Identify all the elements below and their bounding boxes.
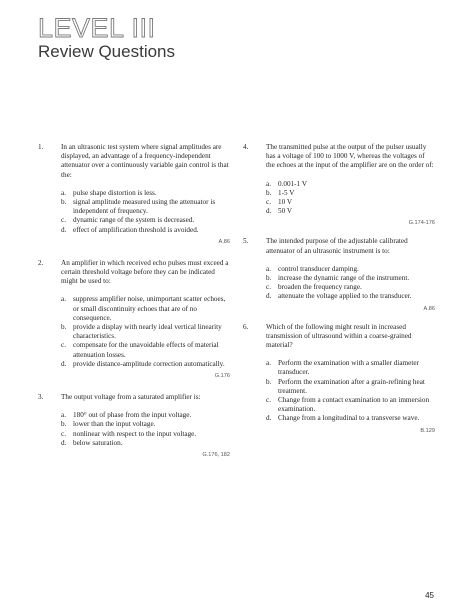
option-item (61, 216, 230, 225)
question-number: 2. (38, 258, 44, 267)
option-text: Perform the examination with a smaller diameter transducer. (278, 359, 419, 377)
option-letter: b. (61, 198, 67, 207)
option-letter: d. (266, 414, 272, 423)
option-letter: b. (61, 420, 67, 429)
reference-code: G.176, 182 (202, 452, 230, 459)
option-letter: c. (266, 198, 271, 207)
question-stem: The transmitted pulse at the output of the pulser usually has a voltage of 100 to 1000 V, whereas the voltages of the echoes at the input of the amplifier are on the order of: (266, 143, 434, 170)
option-letter: a. (61, 411, 66, 420)
option-item (61, 323, 230, 341)
option-item (61, 430, 230, 439)
option-text: Change from a contact examination to an immersion examination. (278, 396, 430, 414)
option-letter: c. (61, 216, 66, 225)
option-item (61, 198, 230, 216)
option-letter: a. (266, 179, 271, 188)
option-letter: c. (266, 396, 271, 405)
option-letter: a. (61, 188, 66, 197)
option-letter: a. (266, 359, 271, 368)
question-number: 3. (38, 393, 44, 402)
option-item (266, 396, 435, 414)
option-list (61, 295, 230, 369)
option-text: attenuate the voltage applied to the transducer. (278, 292, 412, 301)
option-text: below saturation. (73, 438, 123, 447)
option-letter: b. (266, 377, 272, 386)
option-text: provide a display with nearly ideal vertical linearity characteristics. (73, 323, 222, 341)
option-item (61, 226, 230, 235)
question-stem: The intended purpose of the adjustable calibrated attenuator of an ultrasonic instrument is to: (266, 237, 408, 255)
option-item (266, 265, 435, 274)
question-stem: An amplifier in which received echo pulses must exceed a certain threshold voltage before they can be indicated might be used to: (61, 258, 229, 286)
option-letter: b. (266, 274, 272, 283)
option-item (266, 198, 435, 207)
option-list (61, 189, 230, 235)
option-item (61, 189, 230, 198)
option-item (266, 189, 435, 198)
option-item (61, 341, 230, 359)
option-letter: d. (266, 207, 272, 216)
option-text: pulse shape distortion is less. (73, 188, 157, 197)
reference-code: G.176 (214, 373, 230, 380)
option-letter: a. (61, 295, 66, 304)
question-6 (243, 323, 435, 435)
option-text: broaden the frequency range. (278, 283, 362, 292)
option-letter: c. (61, 341, 66, 350)
question-number: 4. (243, 143, 249, 151)
option-text: nonlinear with respect to the input voltage. (73, 429, 197, 438)
question-number: 6. (243, 322, 249, 331)
option-letter: d. (61, 359, 67, 368)
option-letter: d. (266, 292, 272, 301)
option-letter: c. (61, 429, 66, 438)
reference-code: A.86 (423, 305, 435, 312)
option-item (266, 207, 435, 216)
question-3 (38, 393, 230, 459)
option-text: provide distance-amplitude correction automatically. (73, 359, 225, 368)
question-stem: Which of the following might result in increased transmission of ultrasound within a coarse-grained material? (266, 322, 412, 350)
reference-code: A.86 (218, 238, 230, 245)
option-letter: a. (266, 264, 271, 273)
question-stem: In an ultrasonic test system where signal amplitudes are displayed, an advantage of a frequency-independent attenuator over a continuously variable gain control is that the: (61, 143, 229, 179)
option-text: 1-5 V (278, 188, 295, 197)
page-number: 45 (425, 591, 434, 600)
option-text: compensate for the unavoidable effects of material attenuation losses. (73, 341, 219, 359)
option-text: Perform the examination after a grain-refining heat treatment. (278, 377, 425, 395)
option-letter: d. (61, 438, 67, 447)
option-item (61, 360, 230, 369)
option-item (266, 180, 435, 189)
question-2 (38, 259, 230, 380)
option-text: suppress amplifier noise, unimportant scatter echoes, or small discontinuity echoes that are of no consequence. (73, 295, 226, 322)
option-letter: d. (61, 225, 67, 234)
option-list (266, 265, 435, 302)
option-letter: b. (61, 323, 67, 332)
option-letter: b. (266, 188, 272, 197)
option-text: control transducer damping. (278, 264, 359, 273)
option-list (266, 180, 435, 217)
option-text: effect of amplification threshold is avoided. (73, 225, 199, 234)
option-text: 0.001-1 V (278, 179, 308, 188)
option-item (266, 274, 435, 283)
option-item (266, 414, 435, 423)
option-item (61, 439, 230, 448)
option-list (61, 411, 230, 448)
option-item (61, 295, 230, 323)
question-stem: The output voltage from a saturated amplifier is: (61, 393, 201, 402)
option-text: increase the dynamic range of the instrument. (278, 274, 410, 283)
option-letter: c. (266, 283, 271, 292)
option-text: 10 V (278, 198, 293, 207)
question-number: 5. (243, 237, 249, 246)
reference-code: G.174-176 (408, 220, 435, 227)
page-title: Review Questions (38, 42, 176, 61)
option-text: Change from a longitudinal to a transverse wave. (278, 414, 420, 423)
question-1 (38, 143, 230, 246)
right-column (243, 143, 435, 435)
option-text: lower than the input voltage. (73, 420, 156, 429)
option-text: 50 V (278, 207, 293, 216)
option-item (266, 283, 435, 292)
question-5 (243, 237, 435, 312)
option-item (61, 411, 230, 420)
option-item (61, 420, 230, 429)
question-4 (243, 143, 435, 227)
option-text: signal amplitude measured using the attenuator is independent of frequency. (73, 198, 216, 216)
question-number: 1. (38, 143, 44, 151)
option-item (266, 378, 435, 396)
left-column (38, 143, 230, 459)
reference-code: B.129 (420, 427, 435, 434)
option-list (266, 359, 435, 423)
option-item (266, 292, 435, 301)
option-text: dynamic range of the system is decreased. (73, 216, 195, 225)
option-text: 180° out of phase from the input voltage. (73, 411, 192, 420)
level-heading: LEVEL III (38, 13, 156, 43)
option-item (266, 359, 435, 377)
